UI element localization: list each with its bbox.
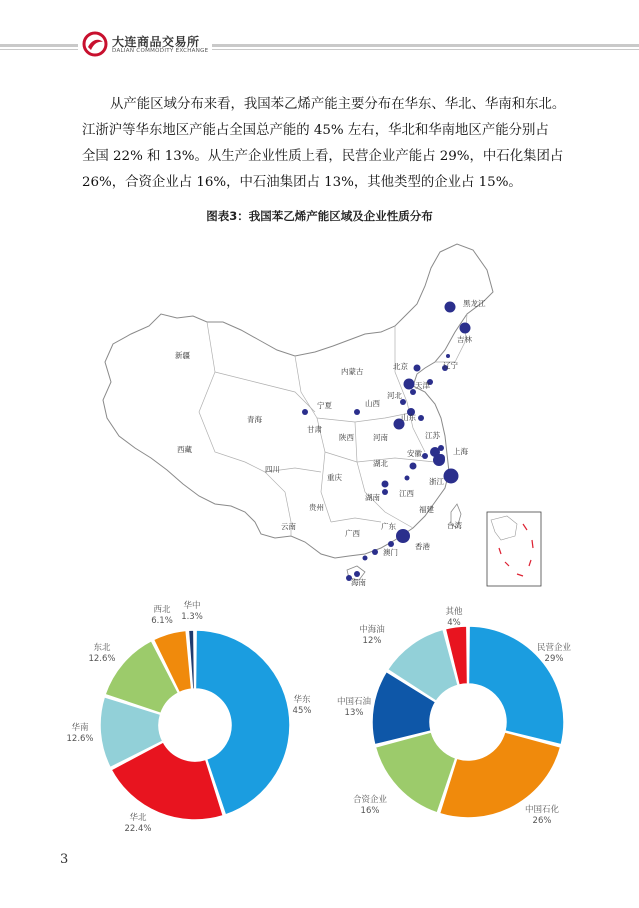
map-label-shaanxi: 陕西 bbox=[339, 433, 354, 442]
map-label-shanghai: 上海 bbox=[453, 447, 468, 456]
slice-label: 中国石油 bbox=[336, 697, 372, 707]
capacity-bubble bbox=[446, 354, 450, 358]
slice-value-label: 12.6% bbox=[66, 734, 94, 744]
slice-value-label: 12% bbox=[362, 636, 382, 646]
capacity-bubble bbox=[422, 453, 428, 459]
map-label-liaoning: 辽宁 bbox=[443, 361, 458, 370]
map-label-jiangxi: 江西 bbox=[399, 489, 414, 498]
header-rule-right-thin bbox=[212, 49, 639, 50]
slice-value-label: 45% bbox=[292, 706, 312, 716]
slice-value-label: 16% bbox=[360, 806, 380, 816]
map-label-shandong: 山东 bbox=[401, 413, 416, 422]
slice-value-label: 22.4% bbox=[124, 824, 152, 834]
capacity-bubble bbox=[396, 529, 410, 543]
slice-value-label: 6.1% bbox=[151, 616, 173, 626]
map-label-hebei: 河北 bbox=[387, 391, 402, 400]
map-label-jiangsu: 江苏 bbox=[425, 431, 440, 440]
capacity-bubble bbox=[354, 571, 360, 577]
south-china-sea-inset bbox=[487, 512, 541, 586]
capacity-bubble bbox=[445, 302, 456, 313]
map-label-shanxi: 山西 bbox=[365, 399, 380, 408]
map-label-ningxia: 宁夏 bbox=[317, 401, 332, 410]
map-label-jilin: 吉林 bbox=[457, 335, 472, 344]
slice-label: 民营企业 bbox=[536, 643, 572, 653]
exchange-logo-icon bbox=[82, 31, 108, 57]
slice-label: 东北 bbox=[93, 643, 111, 653]
slice-value-label: 29% bbox=[544, 654, 564, 664]
slice-label: 华南 bbox=[71, 723, 89, 733]
map-label-anhui: 安徽 bbox=[407, 449, 422, 458]
figure-caption: 图表3：我国苯乙烯产能区域及企业性质分布 bbox=[206, 209, 433, 223]
capacity-bubble bbox=[410, 463, 417, 470]
page-header bbox=[0, 0, 639, 60]
header-rule-left-thin bbox=[0, 49, 78, 50]
map-label-tianjin: 天津 bbox=[415, 381, 430, 390]
page-number: 3 bbox=[60, 852, 69, 867]
map-label-gansu: 甘肃 bbox=[307, 425, 322, 434]
paragraph-line: 全国 22% 和 13%。从生产企业性质上看，民营企业产能占 29%，中石化集团占 bbox=[82, 149, 564, 164]
paragraph-line: 江浙沪等华东地区产能占全国总产能的 45% 左右，华北和华南地区产能分别占 bbox=[82, 123, 549, 138]
slice-label: 华东 bbox=[293, 695, 311, 705]
china-outline bbox=[103, 244, 493, 558]
capacity-bubble bbox=[414, 365, 421, 372]
map-label-guangxi: 广西 bbox=[345, 529, 360, 538]
map-label-guangdong: 广东 bbox=[381, 522, 396, 531]
capacity-bubble bbox=[372, 549, 378, 555]
slice-label: 合资企业 bbox=[352, 795, 388, 805]
map-label-neimenggu: 内蒙古 bbox=[341, 367, 364, 376]
region-donut-chart bbox=[66, 598, 330, 838]
map-label-yunnan: 云南 bbox=[281, 522, 296, 531]
org-name-en: DALIAN COMMODITY EXCHANGE bbox=[112, 48, 209, 54]
capacity-bubble bbox=[437, 454, 445, 462]
capacity-bubble bbox=[382, 489, 388, 495]
map-label-sichuan: 四川 bbox=[265, 465, 280, 474]
slice-label: 中海油 bbox=[359, 625, 385, 635]
capacity-bubble bbox=[444, 469, 459, 484]
map-label-hainan: 海南 bbox=[351, 578, 366, 587]
slice-label: 其他 bbox=[445, 607, 463, 617]
org-name: 大连商品交易所 bbox=[112, 35, 200, 49]
slice-value-label: 4% bbox=[447, 618, 461, 628]
capacity-bubble bbox=[363, 556, 368, 561]
capacity-bubble bbox=[354, 409, 360, 415]
header-rule-right bbox=[212, 44, 639, 47]
map-label-aomen: 澳门 bbox=[383, 548, 398, 557]
map-label-xizang: 西藏 bbox=[177, 445, 192, 454]
map-label-xianggang: 香港 bbox=[415, 542, 430, 551]
map-label-qinghai: 青海 bbox=[247, 415, 262, 424]
paragraph-line: 26%，合资企业占 16%，中石油集团占 13%，其他类型的企业占 15%。 bbox=[82, 175, 522, 190]
slice-label: 西北 bbox=[153, 605, 171, 615]
map-label-fujian: 福建 bbox=[419, 505, 434, 514]
capacity-bubble bbox=[382, 481, 389, 488]
slice-label: 华中 bbox=[183, 601, 201, 611]
ownership-donut-chart bbox=[336, 598, 590, 838]
capacity-bubble bbox=[302, 409, 308, 415]
paragraph-line: 从产能区域分布来看，我国苯乙烯产能主要分布在华东、华北、华南和东北。 bbox=[110, 97, 566, 112]
map-label-zhejiang: 浙江 bbox=[429, 477, 444, 486]
slice-label: 中国石化 bbox=[524, 805, 560, 815]
slice-value-label: 13% bbox=[344, 708, 364, 718]
map-label-henan: 河南 bbox=[373, 433, 388, 442]
capacity-bubble bbox=[405, 476, 410, 481]
body-paragraph bbox=[82, 92, 566, 196]
capacity-bubble bbox=[460, 323, 471, 334]
capacity-bubble bbox=[418, 415, 424, 421]
map-label-xinjiang: 新疆 bbox=[175, 351, 190, 360]
map-label-hunan: 湖南 bbox=[365, 493, 380, 502]
capacity-bubble bbox=[404, 379, 415, 390]
map-label-beijing: 北京 bbox=[393, 362, 408, 371]
map-label-chongqing: 重庆 bbox=[327, 473, 342, 482]
china-map bbox=[95, 222, 555, 592]
capacity-bubble bbox=[438, 445, 444, 451]
slice-label: 华北 bbox=[129, 813, 147, 823]
slice-value-label: 1.3% bbox=[181, 612, 203, 622]
slice-value-label: 12.6% bbox=[88, 654, 116, 664]
header-rule-left bbox=[0, 44, 78, 47]
map-label-taiwan: 台湾 bbox=[447, 521, 462, 530]
map-label-hubei: 湖北 bbox=[373, 459, 388, 468]
capacity-bubble bbox=[388, 541, 394, 547]
map-label-guizhou: 贵州 bbox=[309, 503, 324, 512]
map-label-heilongjiang: 黑龙江 bbox=[463, 299, 486, 308]
slice-value-label: 26% bbox=[532, 816, 552, 826]
